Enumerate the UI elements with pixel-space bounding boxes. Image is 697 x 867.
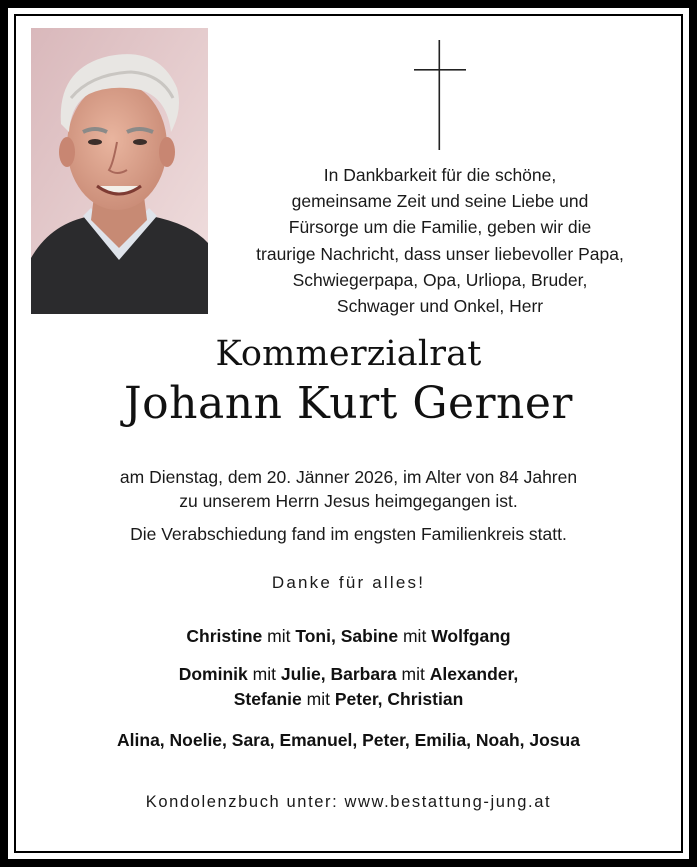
family-connector: mit	[252, 664, 276, 684]
family-name: Christian	[387, 689, 464, 709]
family-name: Alexander,	[429, 664, 519, 684]
family-name: Wolfgang	[431, 626, 511, 646]
intro-line: traurige Nachricht, dass unser liebevoller Papa,	[256, 243, 624, 264]
family-connector: mit	[267, 626, 291, 646]
family-row-grandchildren-couples	[0, 662, 697, 712]
deceased-title: Kommerzialrat	[215, 334, 482, 374]
family-names: Alina, Noelie, Sara, Emanuel, Peter, Emilia, Noah, Josua	[117, 730, 580, 750]
thanks-text: Danke für alles!	[271, 573, 426, 592]
family-name: Dominik	[178, 664, 248, 684]
farewell-text: Die Verabschiedung fand im engsten Familienkreis statt.	[130, 524, 567, 544]
family-name: Christine	[186, 626, 263, 646]
family-connector: mit	[306, 689, 330, 709]
family-name: Barbara	[330, 664, 397, 684]
portrait-photo	[31, 28, 208, 314]
intro-line: Fürsorge um die Familie, geben wir die	[288, 217, 592, 238]
intro-text	[212, 162, 668, 319]
family-name: Sabine	[340, 626, 399, 646]
family-connector: mit	[402, 626, 427, 646]
family-name: Julie,	[280, 664, 326, 684]
family-row-children	[0, 624, 697, 649]
family-name: Stefanie	[233, 689, 302, 709]
death-notice-line: zu unserem Herrn Jesus heimgegangen ist.	[179, 491, 518, 511]
death-notice-line: am Dienstag, dem 20. Jänner 2026, im Alter von 84 Jahren	[119, 467, 578, 487]
cross-icon	[414, 40, 466, 150]
family-name: Peter,	[334, 689, 383, 709]
intro-line: gemeinsame Zeit und seine Liebe und	[291, 191, 589, 212]
family-connector: mit	[401, 664, 425, 684]
deceased-name: Johann Kurt Gerner	[124, 378, 573, 429]
intro-line: In Dankbarkeit für die schöne,	[323, 165, 557, 185]
family-row-great-grandchildren	[0, 728, 697, 753]
family-name: Toni,	[295, 626, 336, 646]
intro-line: Schwiegerpapa, Opa, Urliopa, Bruder,	[292, 269, 588, 290]
condolence-link[interactable]: Kondolenzbuch unter: www.bestattung-jung.at	[145, 793, 552, 811]
intro-line: Schwager und Onkel, Herr	[336, 296, 544, 317]
death-notice	[0, 465, 697, 513]
